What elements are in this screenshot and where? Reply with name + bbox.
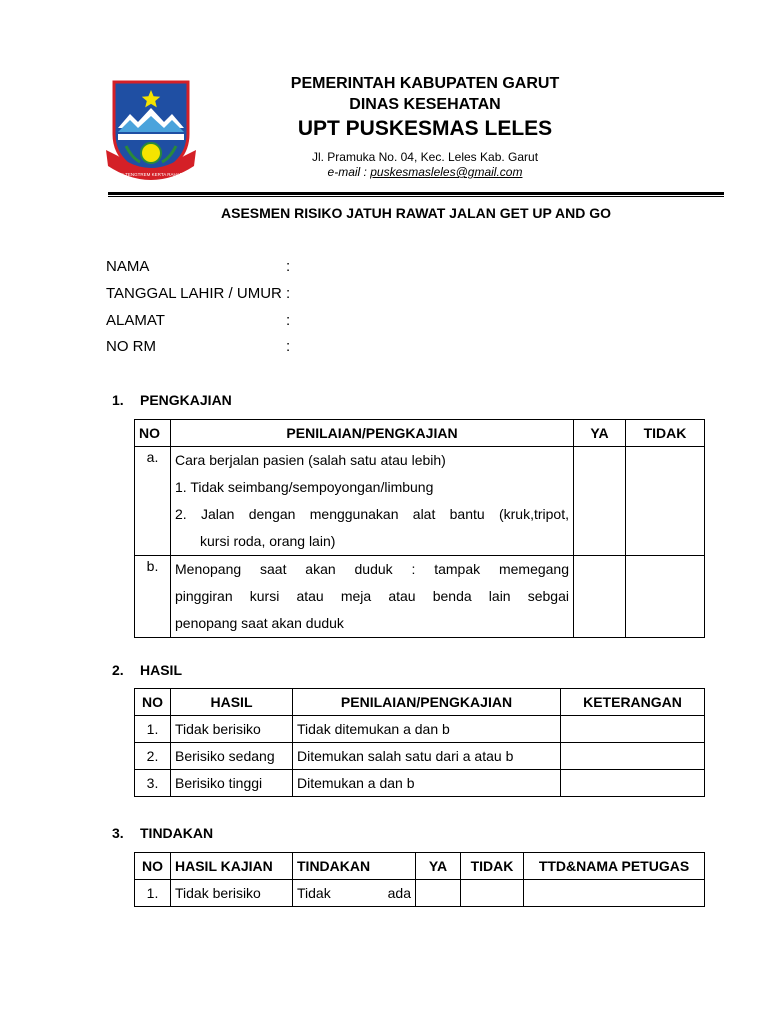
table-row xyxy=(135,743,705,770)
field-label-nama: NAMA xyxy=(106,258,150,275)
description-line: Menopang saat akan duduk : tampak memegang xyxy=(175,561,569,577)
col-header-penilaian: PENILAIAN/PENGKAJIAN xyxy=(171,420,574,447)
section-title: TINDAKAN xyxy=(140,825,214,841)
col-header-hasil: HASIL xyxy=(171,689,293,716)
field-label-tanggal-lahir: TANGGAL LAHIR / UMUR xyxy=(106,285,282,302)
section-number: 2. xyxy=(112,662,124,678)
field-colon: : xyxy=(286,285,291,302)
col-header-penilaian: PENILAIAN/PENGKAJIAN xyxy=(293,689,561,716)
section-heading-pengkajian xyxy=(112,392,232,408)
col-header-hasil-kajian: HASIL KAJIAN xyxy=(171,853,293,880)
table-header-row xyxy=(135,689,705,716)
field-label-no-rm: NO RM xyxy=(106,338,156,355)
kabupaten-garut-logo xyxy=(104,76,198,188)
description-line: 1. Tidak seimbang/sempoyongan/limbung xyxy=(175,479,434,495)
email-label: e-mail : xyxy=(327,165,371,179)
header-email-line xyxy=(240,165,610,179)
row-keterangan[interactable] xyxy=(561,770,705,797)
col-header-ya: YA xyxy=(574,420,626,447)
row-keterangan[interactable] xyxy=(561,743,705,770)
row-keterangan[interactable] xyxy=(561,716,705,743)
row-no: b. xyxy=(135,556,171,638)
row-hasil: Berisiko sedang xyxy=(171,743,293,770)
checkbox-cell-tidak[interactable] xyxy=(461,880,524,907)
table-row xyxy=(135,447,705,556)
row-hasil-kajian: Tidak berisiko xyxy=(171,880,293,907)
row-no: 1. xyxy=(135,880,171,907)
col-header-tidak: TIDAK xyxy=(461,853,524,880)
tindakan-table xyxy=(134,852,705,907)
table-row xyxy=(135,770,705,797)
checkbox-cell-ya[interactable] xyxy=(574,556,626,638)
document-title: ASESMEN RISIKO JATUH RAWAT JALAN GET UP AND GO xyxy=(221,205,611,221)
header-divider-thin xyxy=(108,196,724,197)
description-line: pinggiran kursi atau meja atau benda lain sebgai xyxy=(175,588,569,604)
row-no: 3. xyxy=(135,770,171,797)
description-line: Cara berjalan pasien (salah satu atau lebih) xyxy=(175,452,446,468)
col-header-ttd-petugas: TTD&NAMA PETUGAS xyxy=(524,853,705,880)
svg-text:TATA TENGTREM KERTA RAHARJA: TATA TENGTREM KERTA RAHARJA xyxy=(113,172,189,177)
table-header-row xyxy=(135,853,705,880)
field-colon: : xyxy=(286,338,291,355)
row-penilaian: Ditemukan a dan b xyxy=(293,770,561,797)
sun-emblem xyxy=(141,143,161,163)
header-department: DINAS KESEHATAN xyxy=(349,96,501,113)
table-row xyxy=(135,880,705,907)
row-no: 1. xyxy=(135,716,171,743)
col-header-no: NO xyxy=(135,420,171,447)
col-header-tidak: TIDAK xyxy=(626,420,705,447)
col-header-tindakan: TINDAKAN xyxy=(293,853,416,880)
col-header-no: NO xyxy=(135,689,171,716)
row-description xyxy=(171,447,574,556)
hasil-table xyxy=(134,688,705,797)
checkbox-cell-ya[interactable] xyxy=(574,447,626,556)
field-label-alamat: ALAMAT xyxy=(106,312,165,329)
row-penilaian: Ditemukan salah satu dari a atau b xyxy=(293,743,561,770)
field-colon: : xyxy=(286,258,291,275)
table-header-row xyxy=(135,420,705,447)
table-row xyxy=(135,716,705,743)
section-heading-tindakan xyxy=(112,825,213,841)
row-penilaian: Tidak ditemukan a dan b xyxy=(293,716,561,743)
description-line: kursi roda, orang lain) xyxy=(200,533,336,549)
checkbox-cell-tidak[interactable] xyxy=(626,556,705,638)
col-header-no: NO xyxy=(135,853,171,880)
section-title: PENGKAJIAN xyxy=(140,392,232,408)
checkbox-cell-tidak[interactable] xyxy=(626,447,705,556)
section-heading-hasil xyxy=(112,662,182,678)
col-header-keterangan: KETERANGAN xyxy=(561,689,705,716)
checkbox-cell-ya[interactable] xyxy=(416,880,461,907)
header-divider-thick xyxy=(108,192,724,195)
signature-cell[interactable] xyxy=(524,880,705,907)
col-header-ya: YA xyxy=(416,853,461,880)
description-line: penopang saat akan duduk xyxy=(175,615,344,631)
header-address: Jl. Pramuka No. 04, Kec. Leles Kab. Garut xyxy=(311,150,539,164)
header-government: PEMERINTAH KABUPATEN GARUT xyxy=(290,75,560,92)
row-hasil: Berisiko tinggi xyxy=(171,770,293,797)
row-description xyxy=(171,556,574,638)
row-no: a. xyxy=(135,447,171,556)
row-no: 2. xyxy=(135,743,171,770)
section-number: 3. xyxy=(112,825,124,841)
pengkajian-table xyxy=(134,419,705,638)
field-colon: : xyxy=(286,312,291,329)
email-address: puskesmasleles@gmail.com xyxy=(370,165,523,179)
table-row xyxy=(135,556,705,638)
row-tindakan: Tidak ada xyxy=(293,880,416,907)
description-line: 2. Jalan dengan menggunakan alat bantu (kruk,tripot, xyxy=(175,506,569,522)
header-institution: UPT PUSKESMAS LELES xyxy=(297,117,553,140)
section-number: 1. xyxy=(112,392,124,408)
row-hasil: Tidak berisiko xyxy=(171,716,293,743)
section-title: HASIL xyxy=(140,662,182,678)
